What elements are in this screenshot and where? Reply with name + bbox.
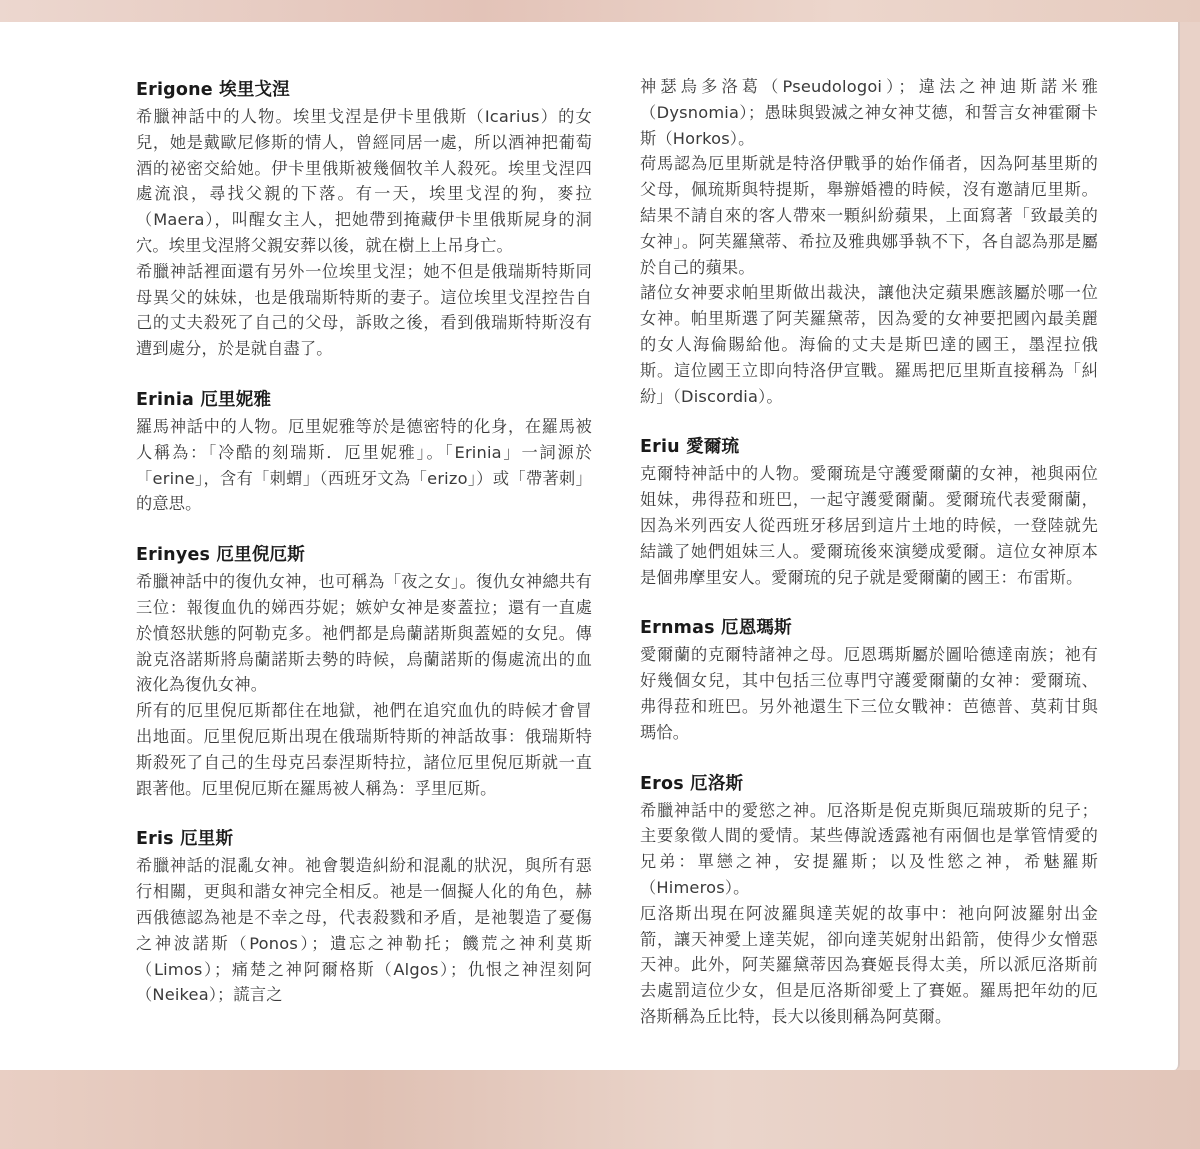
right-column bbox=[640, 74, 1098, 1056]
entry-paragraph: 愛爾蘭的克爾特諸神之母。厄恩瑪斯屬於圖哈德達南族；祂有好幾個女兒，其中包括三位專門守護愛爾蘭的女神：愛爾琉、弗得菈和班巴。另外祂還生下三位女戰神：芭德普、莫莉甘與瑪恰。 bbox=[640, 645, 1098, 742]
entry-title: Erigone 埃里戈涅 bbox=[136, 80, 290, 100]
entry-paragraph: 神瑟烏多洛葛（Pseudologoi）；違法之神迪斯諾米雅（Dysnomia）；愚昧與毀滅之神女神艾德，和誓言女神霍爾卡斯（Horkos）。 bbox=[640, 77, 1098, 148]
entry-paragraph: 希臘神話中的人物。埃里戈涅是伊卡里俄斯（Icarius）的女兒，她是戴歐尼修斯的情人，曾經同居一處，所以酒神把葡萄酒的祕密交給她。伊卡里俄斯被幾個牧羊人殺死。埃里戈涅四處流浪，尋找父親的下落。有一天，埃里戈涅的狗，麥拉（Maera），叫醒女主人，把她帶到掩藏伊卡里俄斯屍身的洞穴。埃里戈涅將父親安葬以後，就在樹上上吊身亡。 bbox=[136, 107, 592, 255]
entry-eros bbox=[640, 772, 1098, 1030]
entry-paragraph: 希臘神話中的愛慾之神。厄洛斯是倪克斯與厄瑞玻斯的兒子；主要象徵人間的愛情。某些傳說透露祂有兩個也是掌管情愛的兄弟：單戀之神，安提羅斯；以及性慾之神，希魅羅斯（Himeros）。 bbox=[640, 800, 1098, 897]
entry-ernmas bbox=[640, 616, 1098, 745]
book-page bbox=[0, 22, 1180, 1070]
entry-paragraph: 希臘神話的混亂女神。祂會製造糾紛和混亂的狀況，與所有惡行相關，更與和諧女神完全相反。祂是一個擬人化的角色，赫西俄德認為祂是不幸之母，代表殺戮和矛盾，是祂製造了憂傷之神波諾斯（Ponos）；遺忘之神勒托；饑荒之神利莫斯（Limos）；痛楚之神阿爾格斯（Algos）；仇恨之神涅刻阿（Neikea）；謊言之 bbox=[136, 856, 592, 1005]
entry-title: Ernmas 厄恩瑪斯 bbox=[640, 618, 792, 639]
entry-erinyes bbox=[136, 543, 592, 801]
entry-erinia bbox=[136, 388, 592, 517]
left-column bbox=[136, 78, 592, 1034]
entry-eris-continued bbox=[640, 74, 1098, 409]
entry-title: Erinia 厄里妮雅 bbox=[136, 389, 272, 410]
entry-paragraph: 希臘神話中的復仇女神，也可稱為「夜之女」。復仇女神總共有三位：報復血仇的娣西芬妮；嫉妒女神是麥蓋拉；還有一直處於憤怒狀態的阿勒克多。祂們都是烏蘭諾斯與蓋婭的女兒。傳說克洛諾斯將烏蘭諾斯去勢的時候，烏蘭諾斯的傷處流出的血液化為復仇女神。 bbox=[136, 572, 592, 695]
entry-title: Eris 厄里斯 bbox=[136, 829, 234, 850]
entry-eriu bbox=[640, 435, 1098, 590]
entry-paragraph: 希臘神話裡面還有另外一位埃里戈涅；她不但是俄瑞斯特斯同母異父的妹妹，也是俄瑞斯特斯的妻子。這位埃里戈涅控告自己的丈夫殺死了自己的父母，訴敗之後，看到俄瑞斯特斯沒有遭到處分，於是就自盡了。 bbox=[136, 261, 592, 359]
page-bottom-border bbox=[0, 1070, 1200, 1149]
entry-title: Eros 厄洛斯 bbox=[640, 773, 744, 794]
entry-paragraph: 所有的厄里倪厄斯都住在地獄，祂們在追究血仇的時候才會冒出地面。厄里倪厄斯出現在俄瑞斯特斯的神話故事：俄瑞斯特斯殺死了自己的生母克呂泰涅斯特拉，諸位厄里倪厄斯就一直跟著他。厄里倪厄斯在羅馬被人稱為：孚里厄斯。 bbox=[136, 701, 592, 798]
page-top-border bbox=[0, 0, 1200, 22]
entry-paragraph: 羅馬神話中的人物。厄里妮雅等於是德密特的化身，在羅馬被人稱為：「冷酷的刻瑞斯．厄里妮雅」。「Erinia」一詞源於「erine」，含有「刺蝟」（西班牙文為「erizo」）或「帶著刺」的意思。 bbox=[136, 416, 592, 514]
entry-erigone bbox=[136, 78, 592, 362]
entry-paragraph: 厄洛斯出現在阿波羅與達芙妮的故事中：祂向阿波羅射出金箭，讓天神愛上達芙妮，卻向達芙妮射出鉛箭，使得少女憎惡天神。此外，阿芙羅黛蒂因為賽姬長得太美，所以派厄洛斯前去處罰這位少女，但是厄洛斯卻愛上了賽姬。羅馬把年幼的厄洛斯稱為丘比特，長大以後則稱為阿莫爾。 bbox=[640, 903, 1098, 1026]
entry-eris bbox=[136, 827, 592, 1008]
entry-title: Eriu 愛爾琉 bbox=[640, 437, 740, 458]
entry-paragraph: 諸位女神要求帕里斯做出裁決，讓他決定蘋果應該屬於哪一位女神。帕里斯選了阿芙羅黛蒂，因為愛的女神要把國內最美麗的女人海倫賜給他。海倫的丈夫是斯巴達的國王，墨涅拉俄斯。這位國王立即向特洛伊宣戰。羅馬把厄里斯直接稱為「糾紛」（Discordia）。 bbox=[640, 283, 1098, 406]
entry-paragraph: 荷馬認為厄里斯就是特洛伊戰爭的始作俑者，因為阿基里斯的父母，佩琉斯與特提斯，舉辦婚禮的時候，沒有邀請厄里斯。結果不請自來的客人帶來一顆糾紛蘋果，上面寫著「致最美的女神」。阿芙羅黛蒂、希拉及雅典娜爭執不下，各自認為那是屬於自己的蘋果。 bbox=[640, 154, 1098, 277]
entry-paragraph: 克爾特神話中的人物。愛爾琉是守護愛爾蘭的女神，祂與兩位姐妹，弗得菈和班巴，一起守護愛爾蘭。愛爾琉代表愛爾蘭，因為米列西安人從西班牙移居到這片土地的時候，一登陸就先結識了她們姐妹三人。愛爾琉後來演變成愛爾。這位女神原本是個弗摩里安人。愛爾琉的兒子就是愛爾蘭的國王：布雷斯。 bbox=[640, 464, 1098, 587]
entry-title: Erinyes 厄里倪厄斯 bbox=[136, 545, 305, 566]
